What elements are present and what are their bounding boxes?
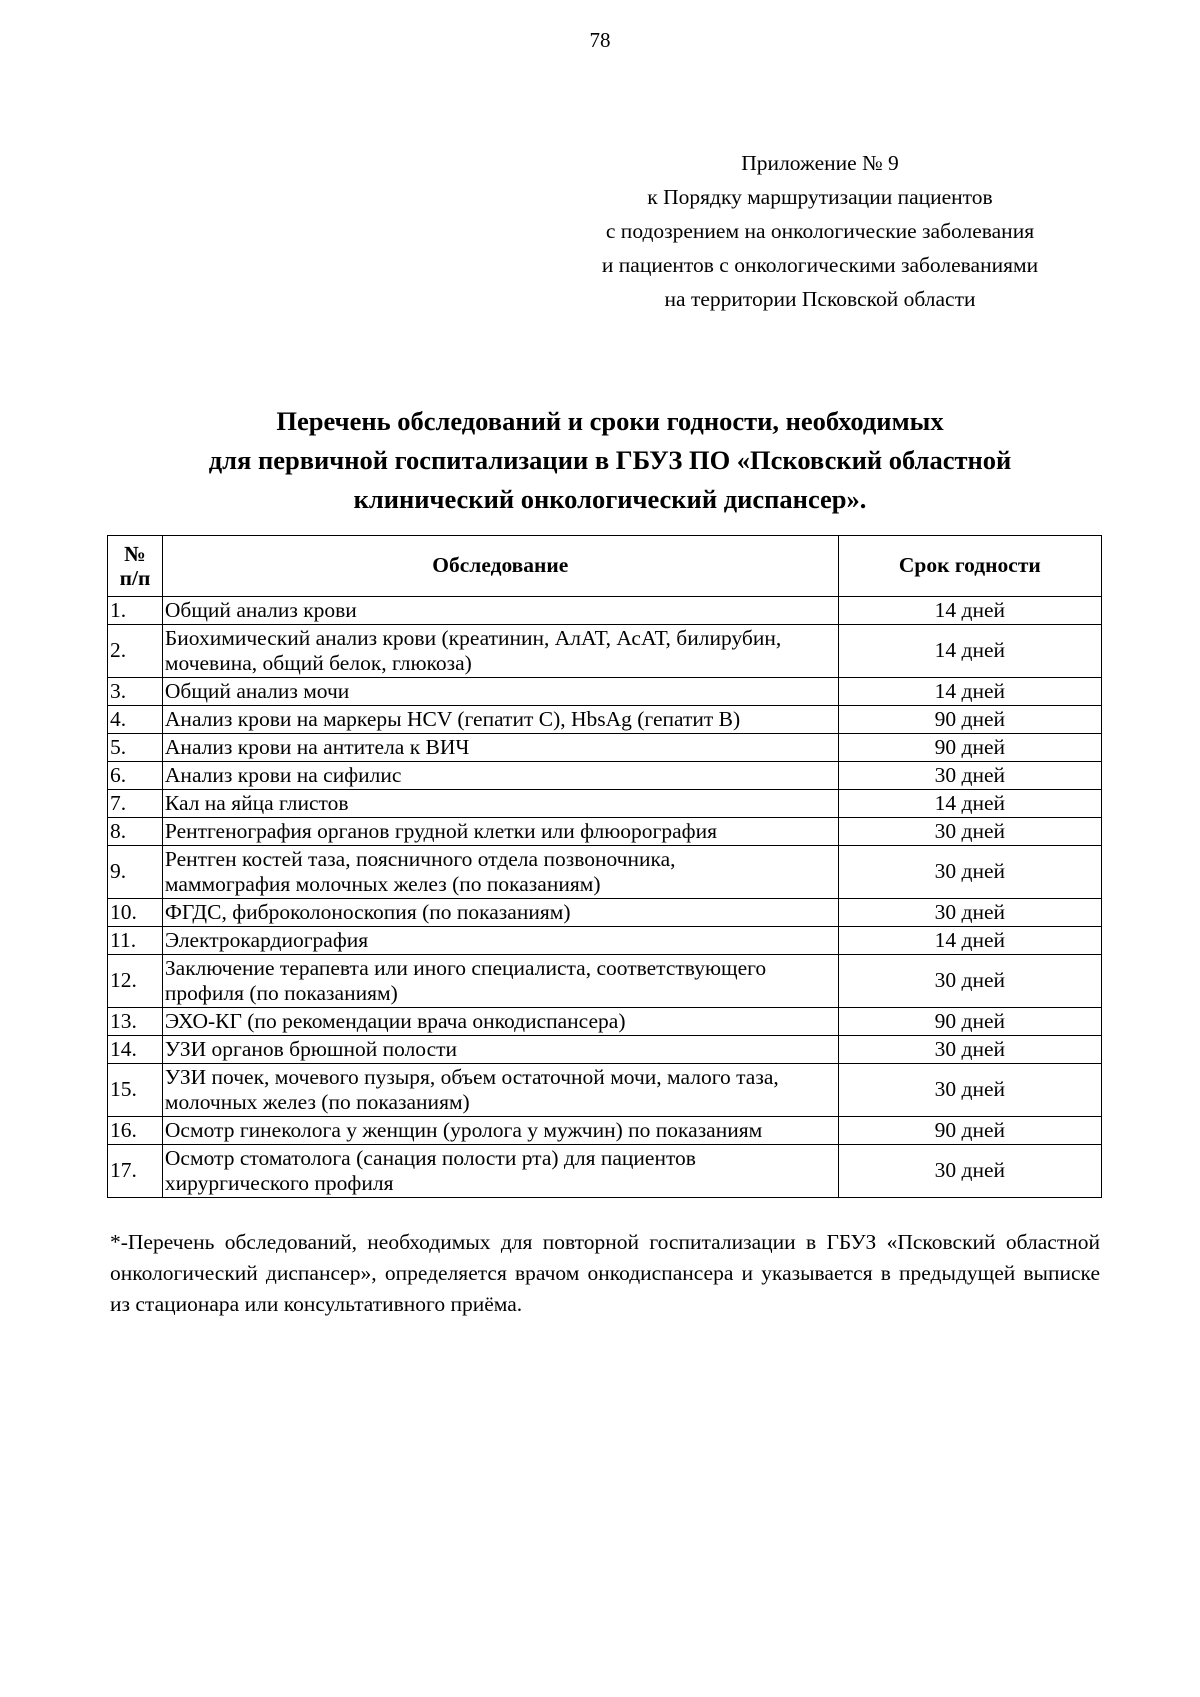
examination-line: Кал на яйца глистов (164, 790, 349, 815)
row-validity-period: 14 дней (838, 678, 1101, 706)
title-line: клинический онкологический диспансер». (353, 484, 867, 514)
table-row (108, 818, 1102, 846)
row-number: 14. (108, 1036, 163, 1064)
appendix-header (560, 146, 1080, 316)
appendix-line: Приложение № 9 (741, 151, 899, 175)
examination-line: Электрокардиография (164, 927, 369, 952)
row-validity-period: 90 дней (838, 734, 1101, 762)
row-examination (162, 899, 838, 927)
table-row (108, 1064, 1102, 1117)
appendix-line: на территории Псковской области (664, 287, 976, 311)
examinations-table (107, 535, 1102, 1198)
examination-line: УЗИ органов брюшной полости (164, 1036, 458, 1061)
header-validity-period: Срок годности (838, 536, 1101, 597)
table-row (108, 1008, 1102, 1036)
row-number: 10. (108, 899, 163, 927)
row-examination (162, 790, 838, 818)
row-examination (162, 597, 838, 625)
row-number: 4. (108, 706, 163, 734)
appendix-line: к Порядку маршрутизации пациентов (647, 185, 993, 209)
table-row (108, 790, 1102, 818)
table-row (108, 734, 1102, 762)
appendix-line: и пациентов с онкологическими заболеваниями (601, 253, 1039, 277)
header-number (108, 536, 163, 597)
examination-line: УЗИ почек, мочевого пузыря, объем остаточной мочи, малого таза, (164, 1064, 779, 1089)
row-number: 11. (108, 927, 163, 955)
appendix-line: с подозрением на онкологические заболевания (605, 219, 1035, 243)
table-body (108, 597, 1102, 1198)
examination-line: Анализ крови на маркеры HCV (гепатит С), HbsAg (гепатит В) (164, 706, 741, 731)
row-validity-period: 90 дней (838, 1008, 1101, 1036)
row-examination (162, 1145, 838, 1198)
header-examination: Обследование (162, 536, 838, 597)
row-examination (162, 1008, 838, 1036)
row-number: 13. (108, 1008, 163, 1036)
table-row (108, 899, 1102, 927)
row-number: 9. (108, 846, 163, 899)
examination-line: Рентген костей таза, поясничного отдела позвоночника, (164, 846, 676, 871)
title-line: для первичной госпитализации в ГБУЗ ПО «Псковский областной (208, 445, 1012, 475)
row-number: 12. (108, 955, 163, 1008)
row-number: 17. (108, 1145, 163, 1198)
row-examination (162, 955, 838, 1008)
header-number-symbol: № (124, 542, 146, 566)
row-validity-period: 14 дней (838, 625, 1101, 678)
examination-line: молочных желез (по показаниям) (164, 1090, 470, 1114)
examination-line: Осмотр стоматолога (санация полости рта) для пациентов (164, 1145, 696, 1170)
row-validity-period: 30 дней (838, 846, 1101, 899)
table-row (108, 762, 1102, 790)
examination-line: ЭХО-КГ (по рекомендации врача онкодиспансера) (164, 1008, 626, 1033)
examination-line: Осмотр гинеколога у женщин (уролога у мужчин) по показаниям (164, 1117, 763, 1142)
table-row (108, 955, 1102, 1008)
row-validity-period: 14 дней (838, 790, 1101, 818)
examination-line: маммография молочных желез (по показаниям) (164, 872, 601, 896)
table-row (108, 678, 1102, 706)
table-row (108, 927, 1102, 955)
table-row (108, 846, 1102, 899)
examination-line: Заключение терапевта или иного специалиста, соответствующего (164, 955, 767, 980)
row-examination (162, 734, 838, 762)
row-validity-period: 30 дней (838, 899, 1101, 927)
document-title (110, 402, 1110, 519)
row-examination (162, 625, 838, 678)
row-number: 8. (108, 818, 163, 846)
row-validity-period: 90 дней (838, 1117, 1101, 1145)
examination-line: Общий анализ мочи (164, 678, 350, 703)
row-examination (162, 706, 838, 734)
examination-line: ФГДС, фиброколоноскопия (по показаниям) (164, 899, 571, 924)
examination-line: Анализ крови на антитела к ВИЧ (164, 734, 470, 759)
row-number: 6. (108, 762, 163, 790)
row-examination (162, 678, 838, 706)
row-validity-period: 30 дней (838, 1036, 1101, 1064)
row-number: 1. (108, 597, 163, 625)
row-validity-period: 30 дней (838, 762, 1101, 790)
table-row (108, 597, 1102, 625)
row-number: 7. (108, 790, 163, 818)
row-validity-period: 30 дней (838, 1145, 1101, 1198)
row-number: 2. (108, 625, 163, 678)
examination-line: мочевина, общий белок, глюкоза) (164, 651, 472, 675)
table-row (108, 1117, 1102, 1145)
row-validity-period: 14 дней (838, 597, 1101, 625)
row-examination (162, 846, 838, 899)
examination-line: Анализ крови на сифилис (164, 762, 402, 787)
row-number: 3. (108, 678, 163, 706)
row-examination (162, 762, 838, 790)
row-number: 16. (108, 1117, 163, 1145)
row-examination (162, 1117, 838, 1145)
row-examination (162, 1064, 838, 1117)
examination-line: Биохимический анализ крови (креатинин, АлАТ, АсАТ, билирубин, (164, 625, 782, 650)
title-line: Перечень обследований и сроки годности, необходимых (276, 406, 944, 436)
row-examination (162, 818, 838, 846)
table-row (108, 625, 1102, 678)
row-validity-period: 30 дней (838, 1064, 1101, 1117)
row-number: 5. (108, 734, 163, 762)
row-examination (162, 1036, 838, 1064)
row-examination (162, 927, 838, 955)
table-row (108, 1036, 1102, 1064)
row-number: 15. (108, 1064, 163, 1117)
footnote: *-Перечень обследований, необходимых для повторной госпитализации в ГБУЗ «Псковский областной онкологический диспансер», определяется врачом онкодиспансера и указывается в предыдущей выписке из стационара или консультативного приёма. (110, 1230, 1100, 1316)
row-validity-period: 90 дней (838, 706, 1101, 734)
table-row (108, 1145, 1102, 1198)
examination-line: хирургического профиля (164, 1171, 394, 1195)
row-validity-period: 30 дней (838, 818, 1101, 846)
row-validity-period: 30 дней (838, 955, 1101, 1008)
row-validity-period: 14 дней (838, 927, 1101, 955)
table-header-row (108, 536, 1102, 597)
header-number-abbr: п/п (119, 566, 151, 590)
table-row (108, 706, 1102, 734)
examination-line: Рентгенография органов грудной клетки или флюорография (164, 818, 717, 843)
examination-line: профиля (по показаниям) (164, 981, 398, 1005)
examination-line: Общий анализ крови (164, 597, 357, 622)
page-number: 78 (589, 28, 611, 52)
